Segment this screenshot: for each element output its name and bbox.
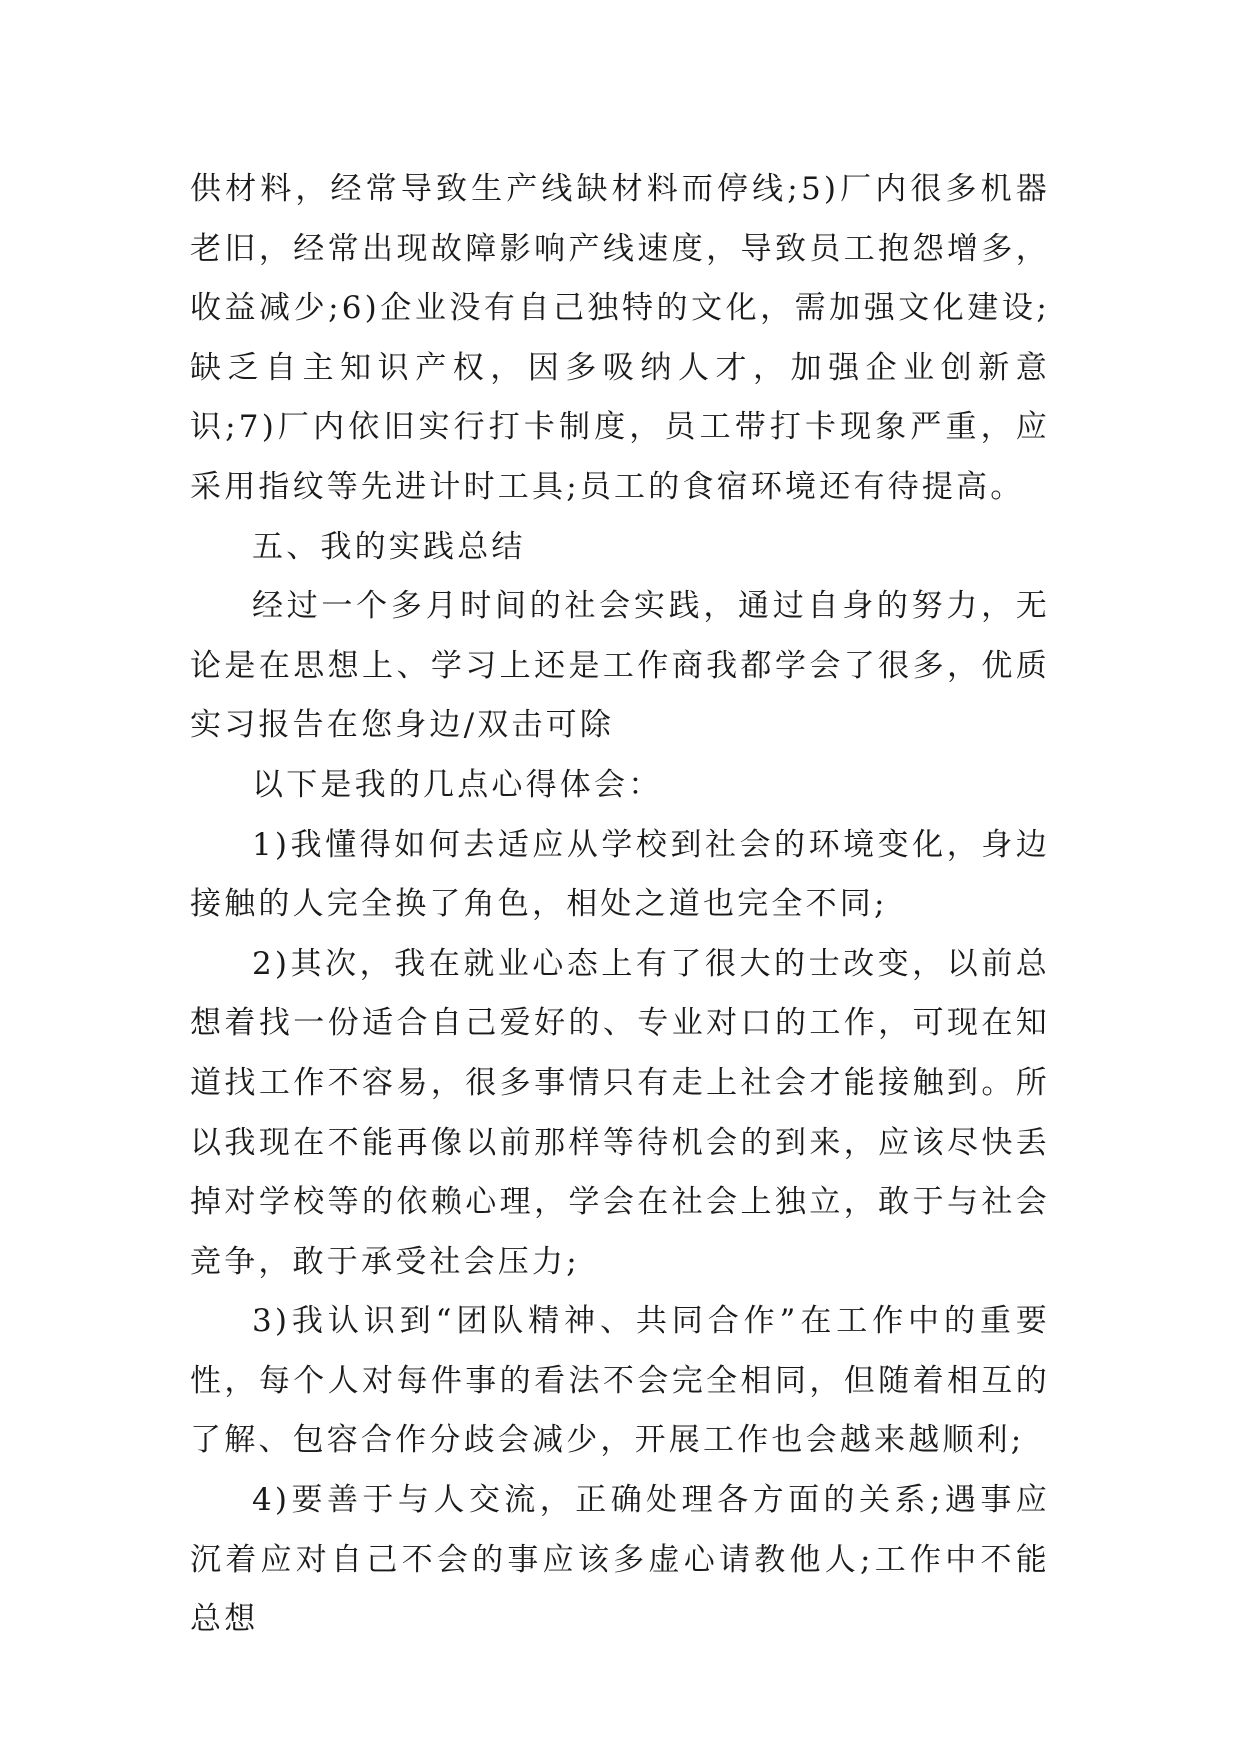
paragraph-summary: 经过一个多月时间的社会实践，通过自身的努力，无论是在思想上、学习上还是工作商我都学会了很多，优质实习报告在您身边/双击可除 [190,588,1050,744]
document-body [190,160,1050,1650]
paragraph-point-2: 2)其次，我在就业心态上有了很大的士改变，以前总想着找一份适合自己爱好的、专业对口的工作，可现在知道找工作不容易，很多事情只有走上社会才能接触到。所以我现在不能再像以前那样等待机会的到来，应该尽快丢掉对学校等的依赖心理，学会在社会上独立，敢于与社会竞争，敢于承受社会压力; [190,945,1050,1280]
paragraph-point-3: 3)我认识到“团队精神、共同合作”在工作中的重要性，每个人对每件事的看法不会完全相同，但随着相互的了解、包容合作分歧会减少，开展工作也会越来越顺利; [190,1303,1050,1459]
paragraph-point-1: 1)我懂得如何去适应从学校到社会的环境变化，身边接触的人完全换了角色，相处之道也完全不同; [190,826,1050,923]
paragraph-intro: 以下是我的几点心得体会： [252,766,663,803]
paragraph-continued: 供材料，经常导致生产线缺材料而停线;5)厂内很多机器老旧，经常出现故障影响产线速度，导致员工抱怨增多，收益减少;6)企业没有自己独特的文化，需加强文化建设;缺乏自主知识产权，因多吸纳人才，加强企业创新意识;7)厂内依旧实行打卡制度，员工带打卡现象严重，应采用指纹等先进计时工具;员工的食宿环境还有待提高。 [190,171,1050,505]
section-heading: 五、我的实践总结 [252,528,526,565]
paragraph-point-4: 4)要善于与人交流，正确处理各方面的关系;遇事应沉着应对自己不会的事应该多虚心请教他人;工作中不能总想 [190,1482,1050,1638]
